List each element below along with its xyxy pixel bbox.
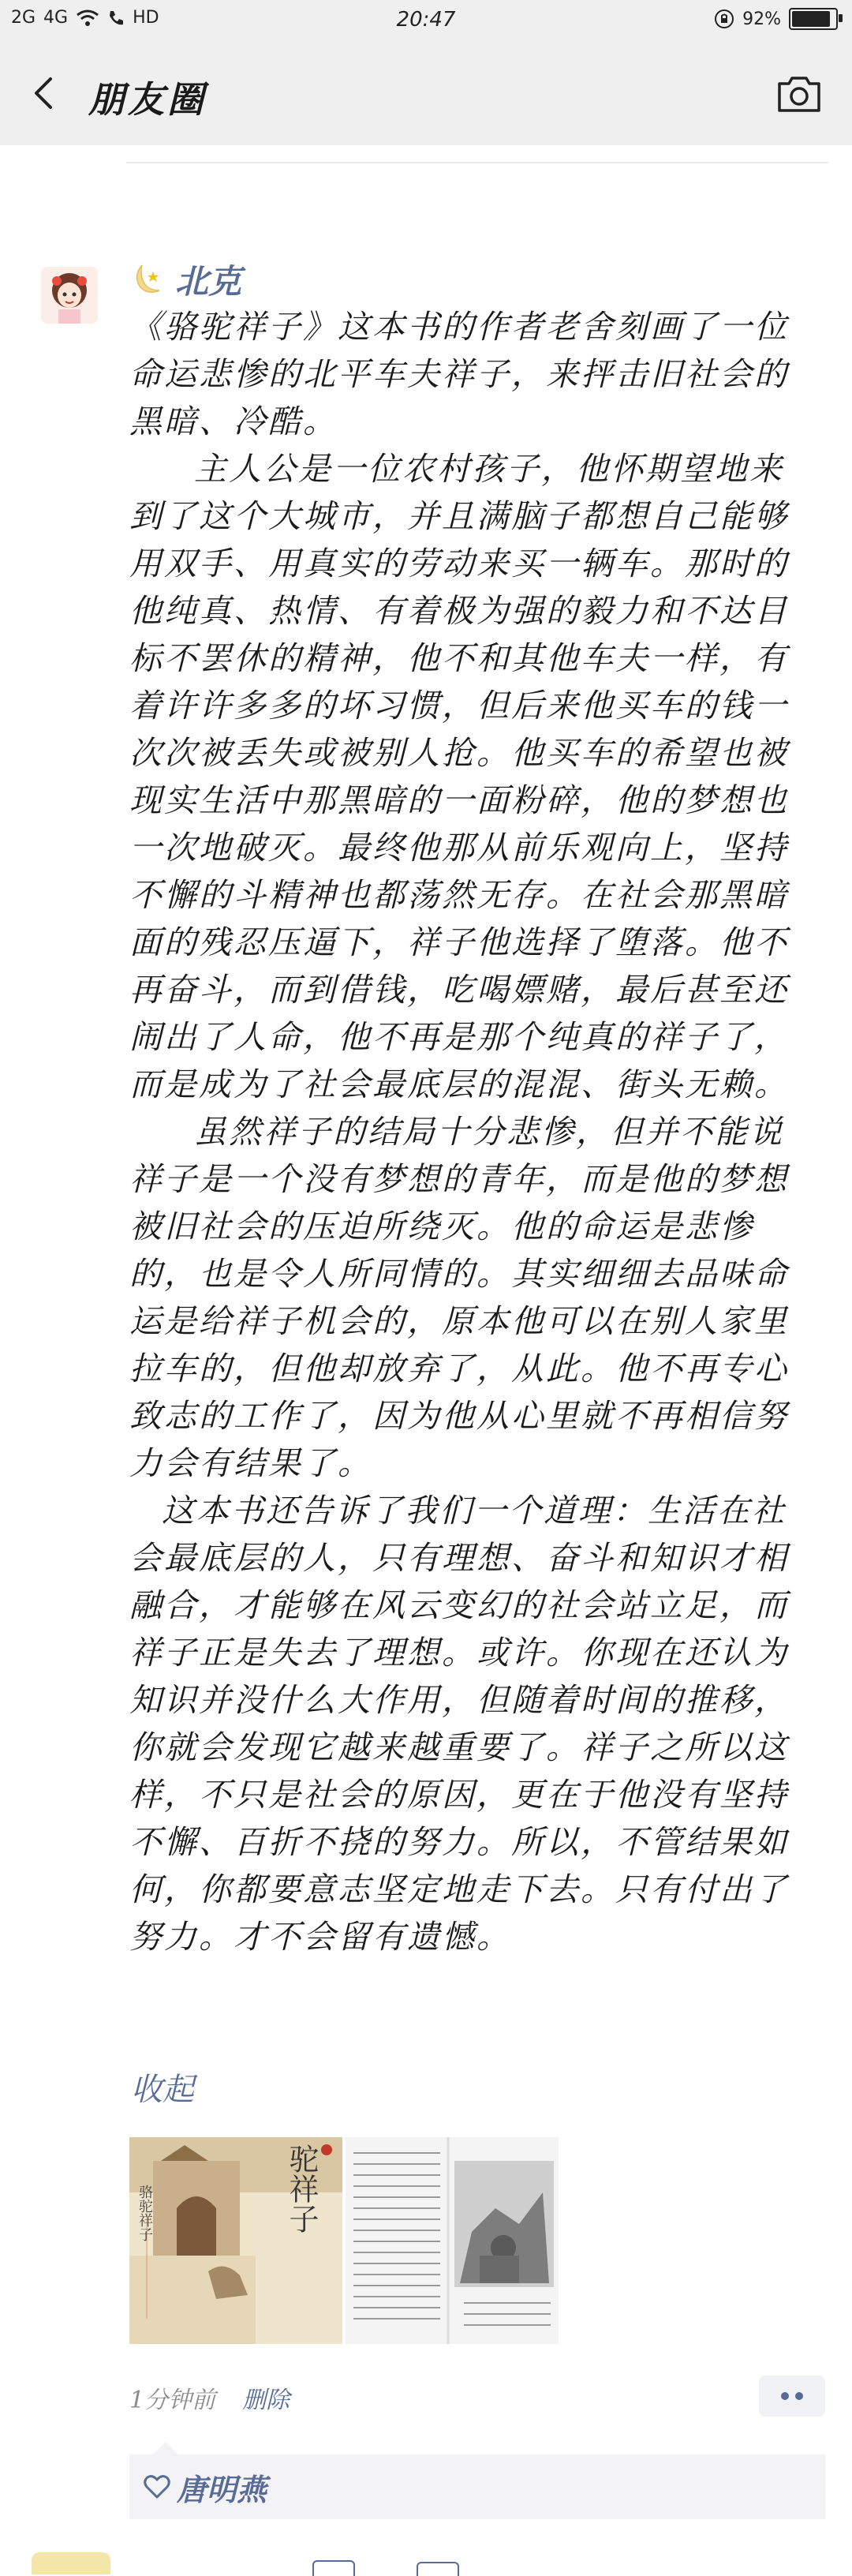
post-time: 1分钟前 — [129, 2387, 216, 2414]
status-right — [714, 8, 838, 30]
signal-4g-icon: 4G — [43, 8, 69, 28]
battery-icon — [789, 8, 838, 30]
avatar[interactable] — [41, 267, 98, 324]
feed-divider — [126, 162, 828, 163]
next-post-avatar — [32, 2552, 110, 2574]
post-paragraph-4: 这本书还告诉了我们一个道理：生活在社会最底层的人，只有理想、奋斗和知识才相融合，才能够在风云变幻的社会站立足，而祥子正是失去了理想。或许。你现在还认为知识并没什么大作用，但随着时间的推移，你就会发现它越来越重要了。祥子之所以这样，不只是社会的原因，更在于他没有坚持不懈、百折不挠的努力。所以，不管结果如何，你都要意志坚定地走下去。只有付出了努力。才不会留有遗憾。 — [129, 1492, 789, 1956]
status-time: 20:47 — [396, 8, 456, 32]
username-row — [129, 256, 241, 303]
username[interactable]: 北克 — [175, 262, 242, 301]
book-cover-spine: 骆驼祥子 — [136, 2185, 153, 2241]
comment-like-menu-button[interactable] — [759, 2376, 825, 2417]
rotation-lock-icon — [714, 9, 734, 29]
nav-bar — [0, 44, 852, 145]
heart-icon — [144, 2474, 170, 2499]
post-text — [129, 303, 792, 1960]
post-meta — [129, 2380, 290, 2415]
delete-button[interactable]: 删除 — [242, 2387, 290, 2414]
page-title: 朋友圈 — [88, 78, 207, 121]
more-dot-icon — [795, 2392, 803, 2400]
post-paragraph-3: 虽然祥子的结局十分悲惨，但并不能说祥子是一个没有梦想的青年，而是他的梦想被旧社会的压迫所绕灭。他的命运是悲惨的，也是令人所同情的。其实细细去品味命运是给祥子机会的，原本他可以在别人家里拉车的，但他却放弃了，从此。他不再专心致志的工作了，因为他从心里就不再相信努力会有结果了。 — [129, 1113, 789, 1482]
battery-percent: 92% — [742, 9, 781, 29]
photo-book-page[interactable] — [346, 2137, 559, 2344]
photo-book-cover[interactable] — [129, 2137, 342, 2344]
book-page-image — [346, 2137, 559, 2344]
next-post-icon — [312, 2560, 355, 2576]
moon-star-icon — [129, 262, 167, 297]
collapse-link[interactable]: 收起 — [131, 2072, 194, 2108]
status-bar — [0, 0, 852, 44]
battery-cap — [839, 14, 843, 22]
like-user-name[interactable]: 唐明燕 — [177, 2471, 267, 2507]
camera-icon[interactable] — [776, 74, 822, 114]
book-cover-title: 驼祥子 — [284, 2144, 319, 2233]
next-post-peek — [0, 2548, 852, 2574]
more-dot-icon — [781, 2392, 789, 2400]
signal-2g-icon: 2G — [11, 8, 36, 28]
hd-badge: HD — [133, 8, 159, 28]
likes-pointer — [153, 2442, 178, 2454]
avatar-illustration — [41, 267, 98, 324]
post-paragraph-1: 《骆驼祥子》这本书的作者老舍刻画了一位命运悲惨的北平车夫祥子，来抨击旧社会的黑暗、冷酷。 — [129, 308, 789, 440]
next-post-icon — [417, 2562, 459, 2576]
post-paragraph-2: 主人公是一位农村孩子，他怀期望地来到了这个大城市，并且满脑子都想自己能够用双手、用真实的劳动来买一辆车。那时的他纯真、热情、有着极为强的毅力和不达目标不罢休的精神，他不和其他车夫一样，有着许许多多的坏习惯，但后来他买车的钱一次次被丢失或被别人抢。他买车的希望也被现实生活中那黑暗的一面粉碎，他的梦想也一次地破灭。最终他那从前乐观向上，坚持不懈的斗精神也都荡然无存。在社会那黑暗面的残忍压逼下，祥子他选择了堕落。他不再奋斗，而到借钱，吃喝嫖赌，最后甚至还闹出了人命，他不再是那个纯真的祥子了，而是成为了社会最底层的混混、街头无赖。 — [129, 450, 789, 1103]
likes-box — [129, 2454, 825, 2519]
battery-fill — [792, 11, 830, 27]
back-arrow-icon[interactable] — [27, 76, 62, 110]
